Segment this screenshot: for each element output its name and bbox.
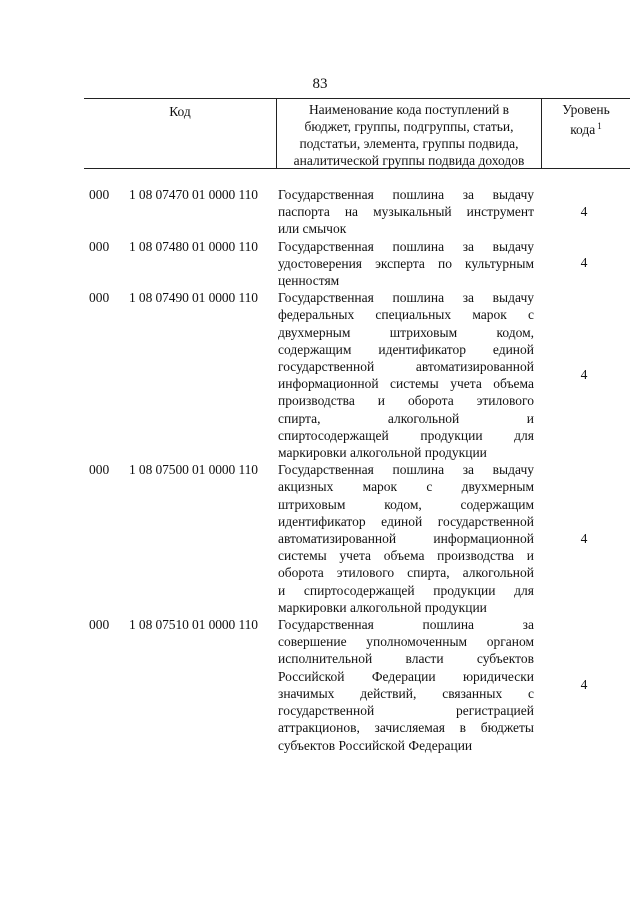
header-name xyxy=(277,101,541,169)
row-name-line: государственной регистрацией xyxy=(278,703,534,719)
row-code: 1 08 07470 01 0000 110 xyxy=(129,187,258,202)
row-name-line: или смычок xyxy=(278,221,347,237)
row-name xyxy=(278,616,534,754)
row-name-line: штриховым кодом, содержащим xyxy=(278,496,534,512)
row-name-line: акцизных марок с двухмерным xyxy=(278,479,534,495)
row-name xyxy=(278,238,534,290)
row-name-line: ценностям xyxy=(278,273,340,289)
row-name-line: двухмерным штриховым кодом, xyxy=(278,324,534,340)
row-group-code: 000 xyxy=(89,187,110,202)
table-row xyxy=(0,186,640,238)
row-name xyxy=(278,289,534,461)
row-name-line: спирта, алкогольной и xyxy=(278,410,534,426)
table-row xyxy=(0,289,640,461)
header-code: Код xyxy=(169,104,191,119)
row-group-code: 000 xyxy=(89,462,110,478)
row-level: 4 xyxy=(580,255,588,271)
row-code: 1 08 07480 01 0000 110 xyxy=(129,238,258,254)
row-name-line: идентификатор единой государственной xyxy=(278,513,534,529)
row-name-line: исполнительной власти субъектов xyxy=(278,651,534,667)
row-name-line: значимых действий, связанных с xyxy=(278,685,534,701)
page-number: 83 xyxy=(312,76,328,92)
table-row xyxy=(0,461,640,616)
table-row xyxy=(0,238,640,290)
row-name-line: федеральных специальных марок с xyxy=(278,307,534,323)
header-level-line: Уровень xyxy=(562,102,610,117)
row-name xyxy=(278,186,534,238)
row-name-line: автоматизированной информационной xyxy=(278,531,534,547)
row-name-line: Государственная пошлина за выдачу xyxy=(278,290,534,306)
row-name-line: и спиртосодержащей продукции для xyxy=(278,582,534,598)
row-level: 4 xyxy=(580,203,588,219)
row-name-line: содержащим идентификатор единой xyxy=(278,341,534,357)
row-name xyxy=(278,461,534,616)
row-group-code: 000 xyxy=(89,617,110,633)
row-code: 1 08 07490 01 0000 110 xyxy=(129,290,258,306)
row-level: 4 xyxy=(580,367,588,383)
row-name-line: информационной системы учета объема xyxy=(278,376,534,392)
table-row xyxy=(0,616,640,754)
header-level-text: кода xyxy=(570,122,596,137)
header-level-line xyxy=(542,118,630,138)
table-body xyxy=(0,186,640,754)
row-name-line: Государственная пошлина за выдачу xyxy=(278,462,534,478)
footnote-marker: 1 xyxy=(597,121,602,131)
row-group-code: 000 xyxy=(89,238,110,254)
row-name-line: паспорта на музыкальный инструмент xyxy=(278,204,534,220)
row-name-line: системы учета объема производства и xyxy=(278,548,534,564)
header-name-line: аналитической группы подвида доходов xyxy=(293,153,525,168)
row-name-line: государственной автоматизированной xyxy=(278,359,534,375)
row-level: 4 xyxy=(580,530,588,546)
row-name-line: маркировки алкогольной продукции xyxy=(278,445,487,461)
header-level xyxy=(542,101,630,138)
row-name-line: субъектов Российской Федерации xyxy=(278,737,473,753)
row-name-line: Государственная пошлина за xyxy=(278,617,534,633)
header-name-line: подстатьи, элемента, группы подвида, xyxy=(299,136,519,151)
header-name-line: Наименование кода поступлений в xyxy=(308,102,510,117)
row-name-line: удостоверения эксперта по культурным xyxy=(278,255,534,271)
row-group-code: 000 xyxy=(89,290,110,306)
row-name-line: маркировки алкогольной продукции xyxy=(278,599,487,615)
row-name-line: оборота этилового спирта, алкогольной xyxy=(278,565,534,581)
row-name-line: спиртосодержащей продукции для xyxy=(278,427,534,443)
table-header xyxy=(84,98,630,169)
row-name-line: совершение уполномоченным органом xyxy=(278,634,534,650)
row-name-line: аттракционов, зачисляемая в бюджеты xyxy=(278,720,534,736)
row-name-line: Государственная пошлина за выдачу xyxy=(278,238,534,254)
header-name-line: бюджет, группы, подгруппы, статьи, xyxy=(304,119,514,134)
row-code: 1 08 07500 01 0000 110 xyxy=(129,462,258,478)
row-level: 4 xyxy=(580,676,588,692)
row-code: 1 08 07510 01 0000 110 xyxy=(129,617,258,633)
row-name-line: Российской Федерации юридически xyxy=(278,668,534,684)
row-name-line: Государственная пошлина за выдачу xyxy=(278,187,534,202)
row-name-line: производства и оборота этилового xyxy=(278,393,534,409)
